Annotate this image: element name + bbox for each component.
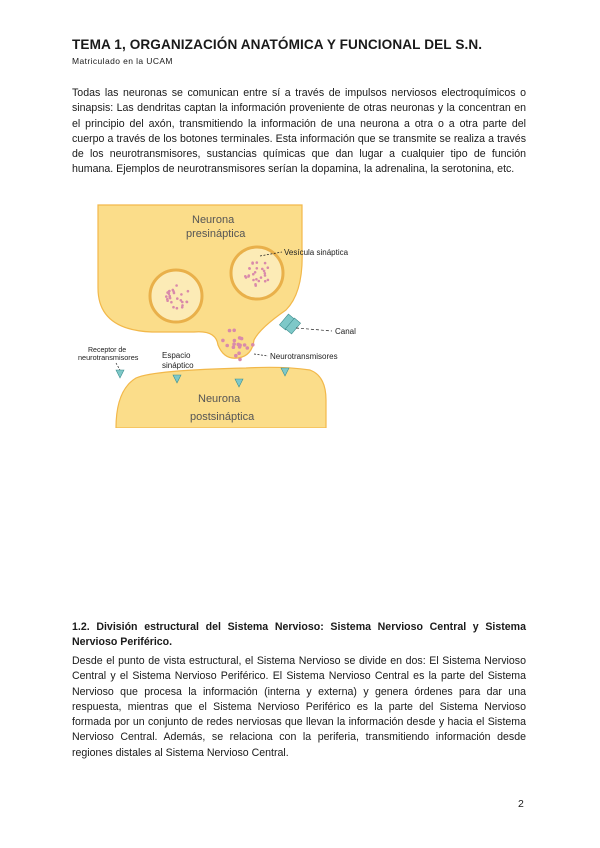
page-number: 2 [518, 798, 524, 810]
label-presynaptic-1: Neurona [192, 214, 235, 226]
neurotransmitter-dot [186, 301, 189, 304]
neurotransmitter-dot [256, 261, 259, 264]
vesicle-left [150, 270, 202, 322]
label-vesicle: Vesícula sináptica [284, 248, 349, 257]
neurotransmitter-dot [263, 270, 266, 273]
label-receptor-2: neurotransmisores [78, 353, 139, 362]
neurotransmitter-dot [233, 339, 237, 343]
neurotransmitter-dot [261, 268, 264, 271]
leader-receptor [116, 363, 120, 370]
neurotransmitter-dot [176, 297, 179, 300]
neurotransmitter-dot [248, 267, 251, 270]
neurotransmitter-dot [244, 275, 247, 278]
neurotransmitter-dot [238, 336, 242, 340]
neurotransmitter-dot [255, 278, 258, 281]
neurotransmitter-dot [237, 351, 241, 355]
document-title: TEMA 1, ORGANIZACIÓN ANATÓMICA Y FUNCIONAL DEL S.N. [72, 37, 483, 52]
neurotransmitter-dot [166, 299, 169, 302]
neurotransmitter-dot [258, 280, 261, 283]
neurotransmitter-dot [180, 293, 183, 296]
neurotransmitter-dot [248, 274, 251, 277]
neurotransmitter-dot [234, 354, 238, 358]
neurotransmitter-dot [221, 339, 225, 343]
synapse-diagram [76, 200, 366, 428]
neurotransmitter-dot [264, 272, 267, 275]
neurotransmitter-dot [172, 306, 175, 309]
neurotransmitter-dot [232, 342, 236, 346]
neurotransmitter-dot [165, 295, 168, 298]
neurotransmitter-dot [228, 329, 232, 333]
neurotransmitter-dot [187, 290, 190, 293]
neurotransmitter-dot [238, 358, 242, 362]
neurotransmitter-dot [267, 279, 270, 282]
neurotransmitter-dot [170, 301, 173, 304]
neurotransmitter-dot [267, 266, 270, 269]
neurotransmitter-dot [264, 280, 267, 283]
label-channel: Canal [335, 327, 356, 336]
neurotransmitter-dot [169, 296, 172, 299]
ion-channel-icon [279, 314, 300, 334]
neurotransmitter-dot [232, 345, 236, 349]
leader-channel [296, 328, 332, 331]
vesicle-right [231, 247, 283, 299]
neurotransmitter-dot [181, 304, 184, 307]
neurotransmitter-dot [251, 343, 255, 347]
label-neurotransmitters: Neurotransmisores [270, 352, 338, 361]
neurotransmitter-dot [252, 279, 255, 282]
label-postsynaptic-2: postsináptica [190, 411, 255, 423]
neurotransmitter-dot [251, 261, 254, 264]
neurotransmitter-dot [246, 346, 250, 350]
neurotransmitter-dot [254, 271, 257, 274]
neurotransmitter-dot [254, 284, 257, 287]
neurotransmitter-dot [252, 273, 255, 276]
neurotransmitter-dot [264, 274, 267, 277]
section-heading: 1.2. División estructural del Sistema Nervioso: Sistema Nervioso Central y Sistema Nervioso Periférico. [72, 621, 526, 648]
neurotransmitter-dot [256, 267, 259, 270]
leader-neurotransmitters [254, 354, 268, 356]
label-cleft-1: Espacio [162, 351, 191, 360]
neurotransmitter-dot [225, 344, 229, 348]
document-subtitle: Matriculado en la UCAM [72, 56, 173, 66]
neurotransmitter-dot [175, 284, 178, 287]
intro-paragraph: Todas las neuronas se comunican entre sí a través de impulsos nerviosos electroquímicos o sinapsis: Las dendritas captan la información proveniente de otras neuronas y la concentran en el principio del axón, transmitiendo la información de una neurona a otra o a otra parte del cuerpo a través de los botones terminales. Esta información que se transmite se realiza a través de los neurotransmisores, sustancias químicas que dan lugar a cualquier tipo de función humana. Ejemplos de neurotransmisores serían la dopamina, la adrenalina, la serotonina, etc. [72, 87, 526, 176]
label-postsynaptic-1: Neurona [198, 393, 241, 405]
neurotransmitter-dot [168, 290, 171, 293]
label-presynaptic-2: presináptica [186, 228, 246, 240]
neurotransmitter-dot [260, 276, 263, 279]
section-paragraph: Desde el punto de vista estructural, el Sistema Nervioso se divide en dos: El Sistema Nervioso Central y el Sistema Nervioso Periférico. El Sistema Nervioso Central es la parte del Sistema Nervioso que procesa la información (interna y externa) y genera órdenes para dar una respuesta, mientras que el Sistema Nervioso Periférico es la parte del Sistema Nervioso formada por un conjunto de redes nerviosas que llevan la información desde y hacia el Sistema Nervioso Central. Además, se relaciona con la periferia, transmitiendo información desde regiones distales al Sistema Nervioso Central. [72, 655, 526, 759]
neurotransmitter-dot [181, 301, 184, 304]
neurotransmitter-dot [264, 262, 267, 265]
neurotransmitter-dot [176, 307, 179, 310]
neurotransmitter-dot [232, 329, 236, 333]
neurotransmitter-dot [172, 289, 175, 292]
neurotransmitter-dot [237, 343, 241, 347]
neurotransmitter-dot [168, 293, 171, 296]
neurotransmitter-dot [243, 343, 247, 347]
label-cleft-2: sináptico [162, 361, 194, 370]
label-receptor-1: Receptor de [88, 347, 127, 354]
